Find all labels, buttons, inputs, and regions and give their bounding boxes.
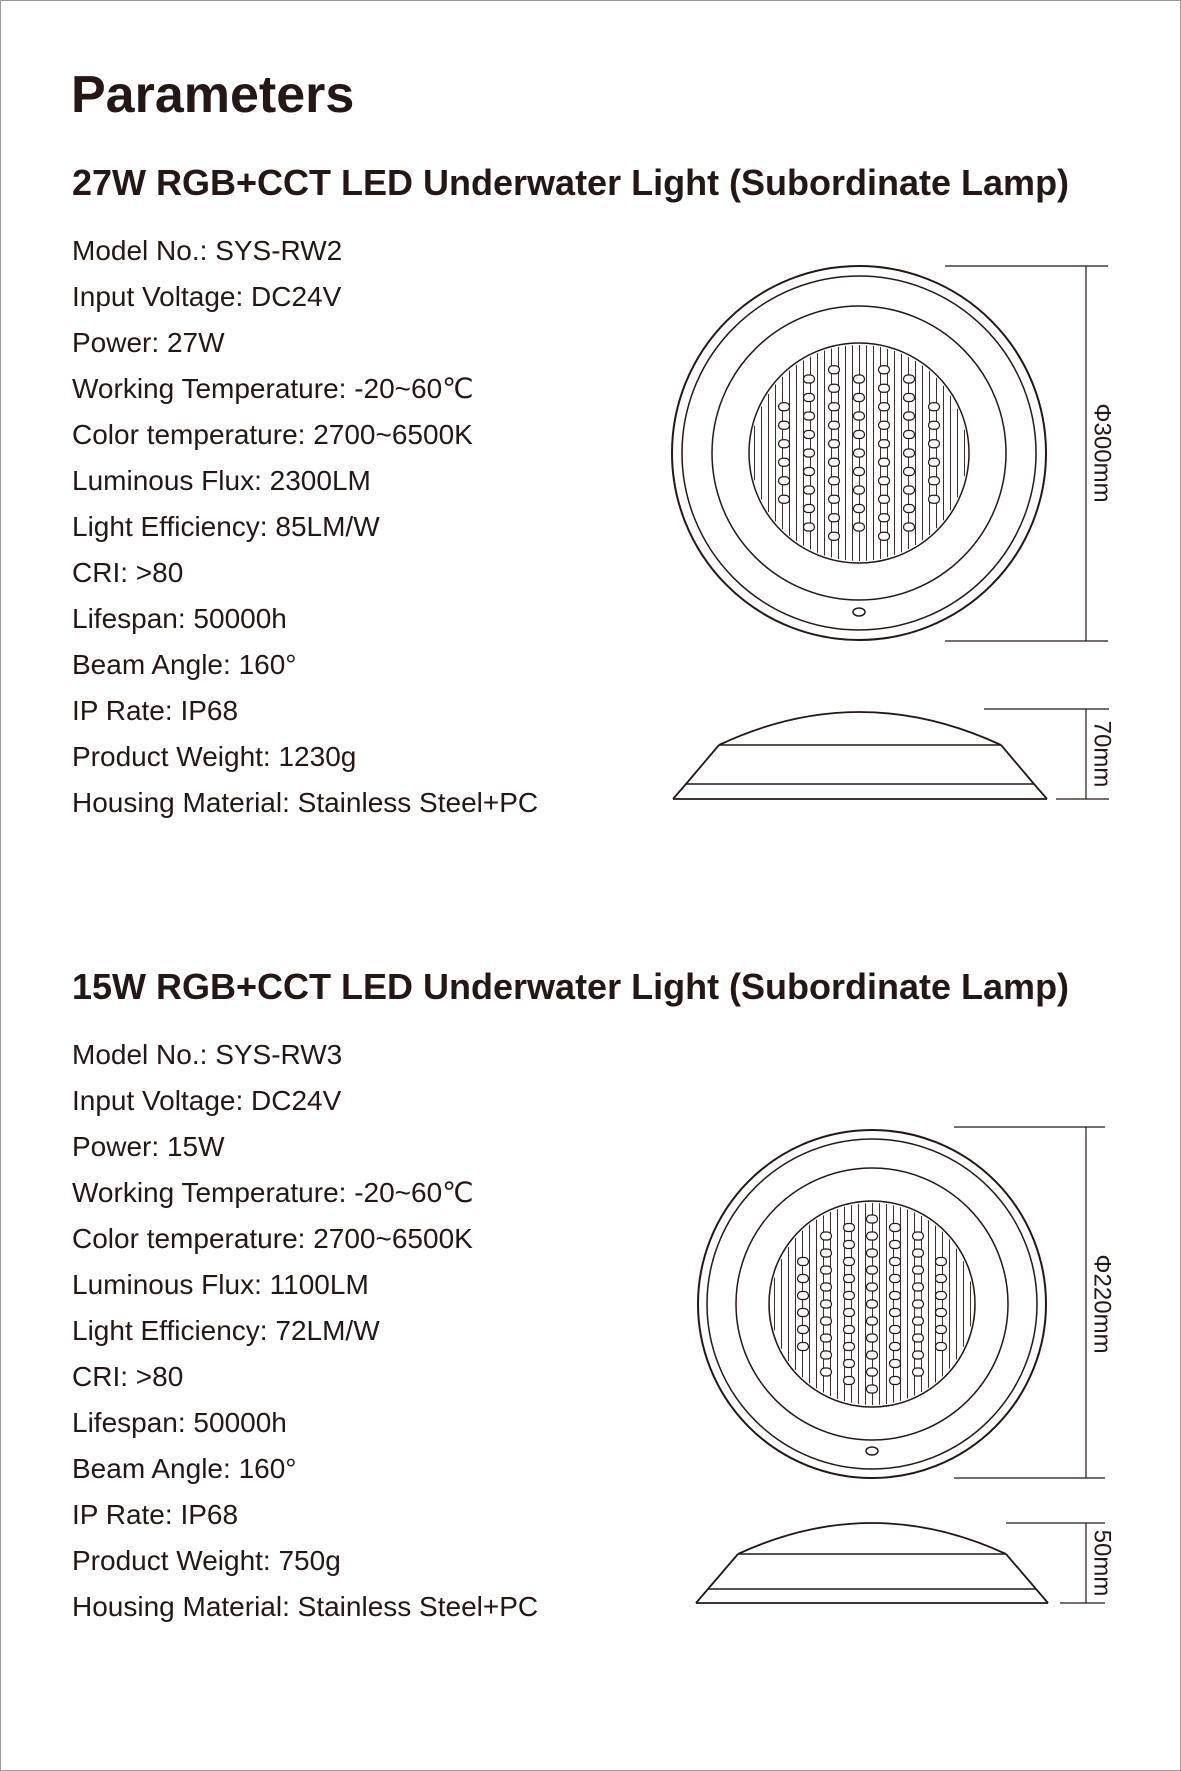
spec-value: 50000h (193, 1407, 287, 1438)
lamp-side-view (673, 712, 1047, 799)
spec-label: Housing Material: (72, 787, 290, 818)
spec-label: IP Rate: (72, 1499, 173, 1530)
led-chip (867, 1300, 878, 1308)
led-chip (821, 1368, 832, 1376)
spec-value: Stainless Steel+PC (297, 787, 539, 818)
spec-value: -20~60℃ (354, 1177, 474, 1208)
led-array (798, 1215, 947, 1393)
spec-value: 2700~6500K (313, 1223, 473, 1254)
led-chip (844, 1224, 855, 1232)
spec-value: 750g (278, 1545, 341, 1576)
led-chip (844, 1377, 855, 1385)
led-chip (913, 1368, 924, 1376)
spec-label: Product Weight: (72, 1545, 271, 1576)
led-chip (804, 431, 815, 439)
led-chip (890, 1377, 901, 1385)
spec-value: 15W (166, 1131, 225, 1162)
led-chip (804, 449, 815, 457)
led-chip (829, 458, 840, 466)
led-chip (798, 1343, 809, 1351)
spec-value: 160° (238, 649, 297, 680)
led-chip (829, 384, 840, 392)
spec-label: Power: (72, 327, 160, 358)
led-chip (867, 1317, 878, 1325)
led-chip (879, 477, 890, 485)
height-dimension (984, 709, 1116, 799)
led-chip (890, 1343, 901, 1351)
spec-value: >80 (135, 1361, 184, 1392)
led-chip (821, 1300, 832, 1308)
led-chip (929, 421, 940, 429)
section-title: 27W RGB+CCT LED Underwater Light (Subordinate Lamp) (72, 162, 1070, 203)
led-chip (929, 403, 940, 411)
led-chip (804, 468, 815, 476)
spec-label: Input Voltage: (72, 281, 244, 312)
led-chip (890, 1326, 901, 1334)
spec-value: SYS-RW3 (215, 1039, 343, 1070)
spec-value: 85LM/W (275, 511, 380, 542)
led-chip (936, 1258, 947, 1266)
spec-label: Housing Material: (72, 1591, 290, 1622)
spec-label: Power: (72, 1131, 160, 1162)
page-title: Parameters (71, 66, 355, 124)
led-chip (854, 468, 865, 476)
led-chip (821, 1351, 832, 1359)
led-chip (867, 1266, 878, 1274)
led-chip (936, 1309, 947, 1317)
lamp-technical-drawing (1, 965, 1180, 1685)
led-chip (844, 1241, 855, 1249)
led-chip (798, 1258, 809, 1266)
spec-value: 160° (238, 1453, 297, 1484)
diameter-dimension (954, 1127, 1116, 1478)
led-chip (779, 440, 790, 448)
led-chip (867, 1283, 878, 1291)
spec-label: Product Weight: (72, 741, 271, 772)
led-chip (904, 375, 915, 383)
lamp-technical-drawing (1, 161, 1180, 881)
led-chip (829, 514, 840, 522)
led-chip (821, 1283, 832, 1291)
led-chip (879, 421, 890, 429)
led-chip (879, 440, 890, 448)
led-chip (929, 440, 940, 448)
spec-label: Input Voltage: (72, 1085, 244, 1116)
led-chip (867, 1232, 878, 1240)
led-chip (936, 1326, 947, 1334)
spec-value: DC24V (251, 281, 342, 312)
led-chip (867, 1351, 878, 1359)
led-chip (913, 1300, 924, 1308)
spec-label: Beam Angle: (72, 1453, 231, 1484)
led-chip (904, 449, 915, 457)
spec-label: Model No.: (72, 1039, 208, 1070)
section-title: 15W RGB+CCT LED Underwater Light (Subordinate Lamp) (72, 966, 1070, 1007)
led-chip (890, 1309, 901, 1317)
led-chip (779, 421, 790, 429)
spec-value: IP68 (180, 1499, 239, 1530)
spec-label: Luminous Flux: (72, 1269, 262, 1300)
led-chip (844, 1343, 855, 1351)
led-chip (929, 477, 940, 485)
led-chip (929, 458, 940, 466)
led-chip (936, 1343, 947, 1351)
lamp-top-view (672, 266, 1046, 640)
spec-value: IP68 (180, 695, 239, 726)
diameter-label: Φ300mm (1088, 403, 1116, 503)
led-chip (890, 1241, 901, 1249)
led-chip (913, 1334, 924, 1342)
spec-label: IP Rate: (72, 695, 173, 726)
spec-value: 1230g (278, 741, 357, 772)
spec-label: Color temperature: (72, 419, 306, 450)
led-chip (890, 1258, 901, 1266)
spec-label: Model No.: (72, 235, 208, 266)
led-chip (829, 421, 840, 429)
led-chip (890, 1292, 901, 1300)
led-chip (829, 366, 840, 374)
led-chip (936, 1275, 947, 1283)
led-chip (904, 486, 915, 494)
led-chip (829, 403, 840, 411)
led-chip (913, 1232, 924, 1240)
led-chip (844, 1258, 855, 1266)
led-chip (904, 523, 915, 531)
led-chip (854, 449, 865, 457)
spec-value: DC24V (251, 1085, 342, 1116)
height-dimension (1006, 1523, 1116, 1603)
led-chip (913, 1283, 924, 1291)
led-chip (804, 412, 815, 420)
product-section-15w (1, 965, 1180, 1685)
led-chip (854, 505, 865, 513)
led-chip (821, 1249, 832, 1257)
led-chip (879, 458, 890, 466)
spec-value: -20~60℃ (354, 373, 474, 404)
led-chip (829, 477, 840, 485)
spec-value: 72LM/W (275, 1315, 380, 1346)
led-chip (844, 1275, 855, 1283)
led-chip (913, 1249, 924, 1257)
led-chip (804, 375, 815, 383)
led-chip (829, 532, 840, 540)
led-chip (904, 412, 915, 420)
led-chip (804, 394, 815, 402)
led-chip (904, 394, 915, 402)
led-chip (890, 1360, 901, 1368)
led-chip (779, 403, 790, 411)
spec-value: 2700~6500K (313, 419, 473, 450)
spec-value: >80 (135, 557, 184, 588)
led-chip (890, 1275, 901, 1283)
led-chip (867, 1215, 878, 1223)
led-chip (798, 1292, 809, 1300)
led-chip (854, 412, 865, 420)
led-chip (879, 403, 890, 411)
led-chip (798, 1326, 809, 1334)
led-chip (844, 1292, 855, 1300)
spec-label: Beam Angle: (72, 649, 231, 680)
spec-label: Light Efficiency: (72, 1315, 268, 1346)
led-chip (879, 514, 890, 522)
lamp-side-view (696, 1523, 1048, 1603)
spec-label: Lifespan: (72, 603, 186, 634)
led-chip (779, 477, 790, 485)
led-chip (844, 1309, 855, 1317)
led-chip (844, 1326, 855, 1334)
led-chip (779, 458, 790, 466)
led-chip (798, 1275, 809, 1283)
led-chip (854, 523, 865, 531)
led-chip (913, 1266, 924, 1274)
height-label: 50mm (1088, 1529, 1116, 1597)
product-section-27w (1, 161, 1180, 881)
spec-label: Lifespan: (72, 1407, 186, 1438)
led-chip (854, 394, 865, 402)
lamp-top-view (698, 1130, 1046, 1478)
led-chip (804, 523, 815, 531)
led-chip (821, 1317, 832, 1325)
led-chip (904, 505, 915, 513)
led-chip (804, 505, 815, 513)
led-chip (913, 1351, 924, 1359)
led-chip (798, 1309, 809, 1317)
led-chip (821, 1232, 832, 1240)
led-chip (867, 1385, 878, 1393)
spec-label: Light Efficiency: (72, 511, 268, 542)
spec-value: SYS-RW2 (215, 235, 343, 266)
led-chip (879, 366, 890, 374)
led-chip (913, 1317, 924, 1325)
led-chip (829, 495, 840, 503)
led-chip (890, 1224, 901, 1232)
led-chip (829, 440, 840, 448)
led-chip (854, 375, 865, 383)
led-chip (879, 495, 890, 503)
spec-value: 2300LM (269, 465, 371, 496)
led-chip (854, 431, 865, 439)
led-chip (929, 495, 940, 503)
led-chip (936, 1292, 947, 1300)
led-chip (867, 1368, 878, 1376)
spec-label: Working Temperature: (72, 373, 347, 404)
led-chip (904, 431, 915, 439)
spec-value: Stainless Steel+PC (297, 1591, 539, 1622)
led-chip (844, 1360, 855, 1368)
led-chip (867, 1249, 878, 1257)
led-chip (779, 495, 790, 503)
led-chip (821, 1266, 832, 1274)
led-chip (821, 1334, 832, 1342)
spec-label: Working Temperature: (72, 1177, 347, 1208)
led-chip (879, 532, 890, 540)
led-chip (804, 486, 815, 494)
led-chip (854, 486, 865, 494)
spec-value: 50000h (193, 603, 287, 634)
height-label: 70mm (1088, 720, 1116, 788)
diameter-label: Φ220mm (1088, 1254, 1116, 1354)
spec-label: CRI: (72, 557, 128, 588)
diameter-dimension (945, 266, 1116, 641)
led-chip (867, 1334, 878, 1342)
spec-label: CRI: (72, 1361, 128, 1392)
led-chip (904, 468, 915, 476)
spec-value: 27W (166, 327, 225, 358)
spec-label: Luminous Flux: (72, 465, 262, 496)
led-chip (879, 384, 890, 392)
spec-value: 1100LM (269, 1269, 369, 1300)
spec-label: Color temperature: (72, 1223, 306, 1254)
